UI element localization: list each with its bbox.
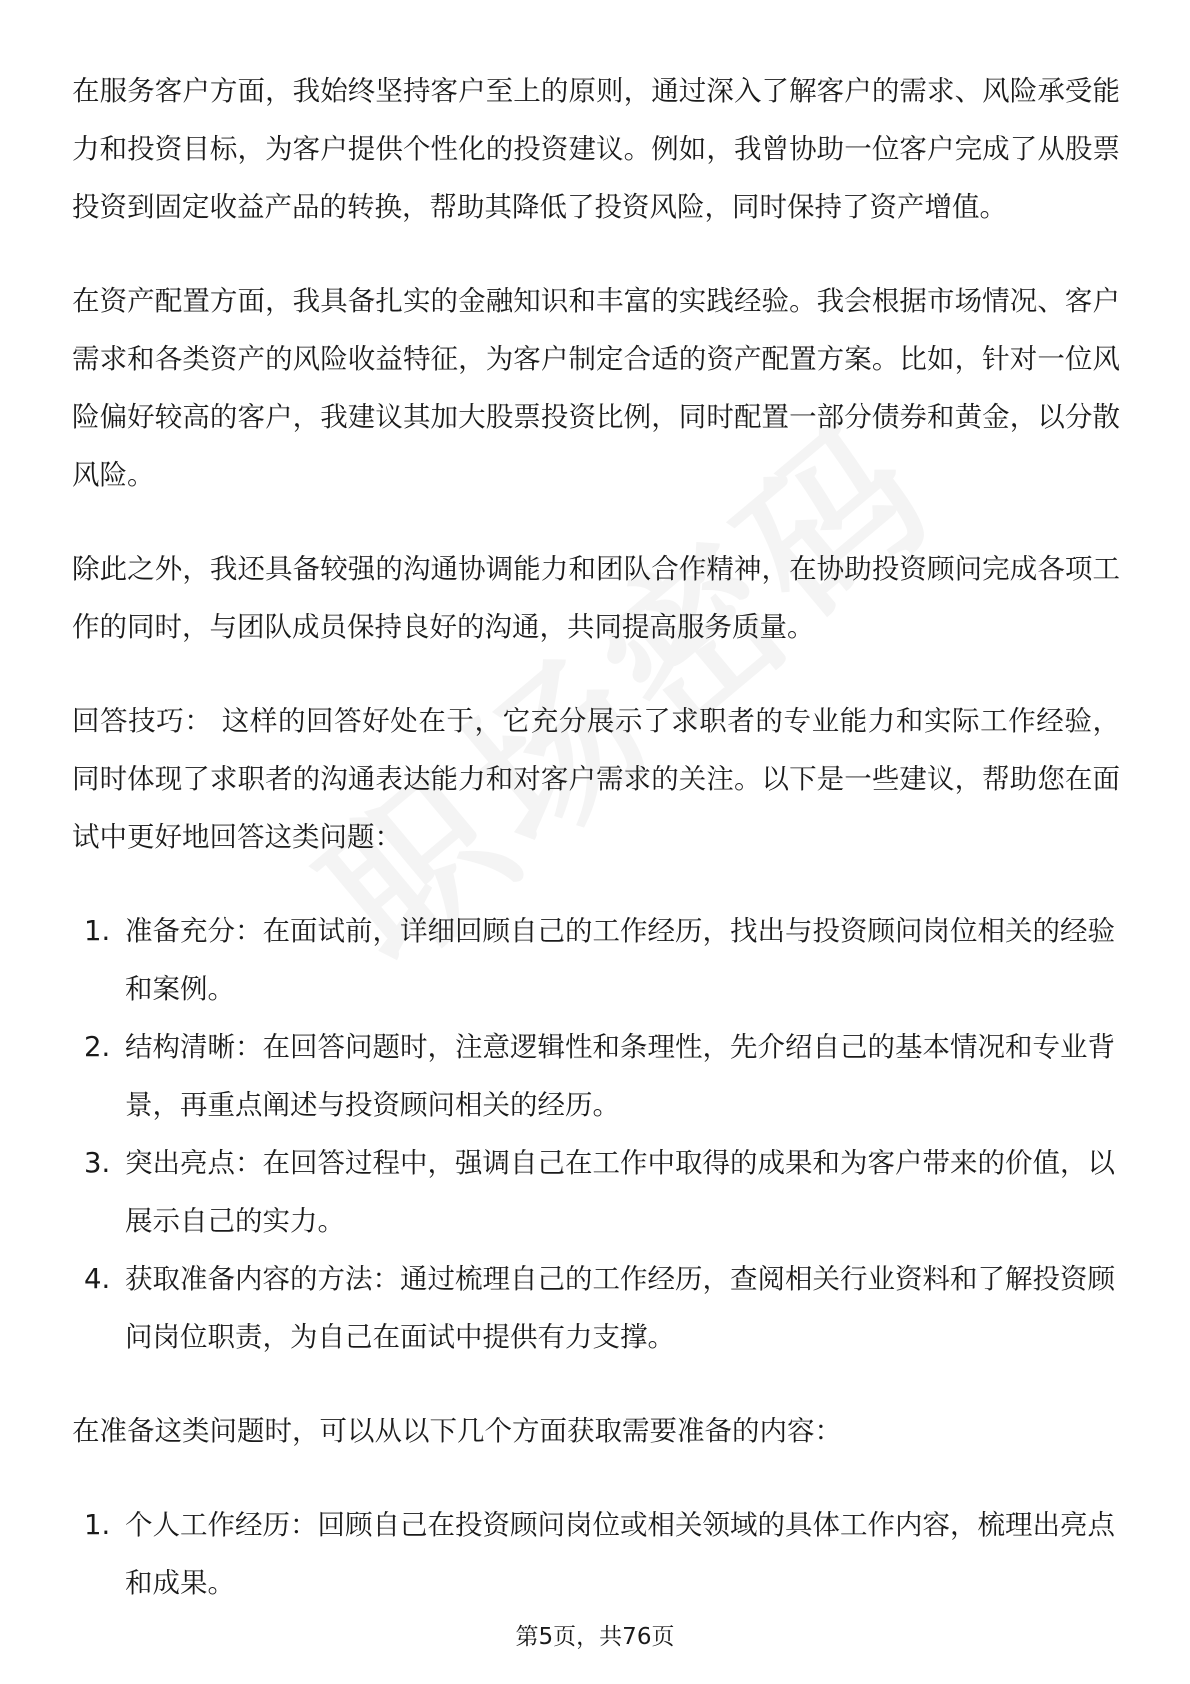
paragraph-client-service: 在服务客户方面，我始终坚持客户至上的原则，通过深入了解客户的需求、风险承受能力和投资目标，为客户提供个性化的投资建议。例如，我曾协助一位客户完成了从股票投资到固定收益产品的转换，帮助其降低了投资风险，同时保持了资产增值。 [72, 75, 1120, 223]
tips-list [72, 902, 1120, 1366]
paragraph-asset-allocation: 在资产配置方面，我具备扎实的金融知识和丰富的实践经验。我会根据市场情况、客户需求和各类资产的风险收益特征，为客户制定合适的资产配置方案。比如，针对一位风险偏好较高的客户，我建议其加大股票投资比例，同时配置一部分债券和黄金，以分散风险。 [72, 285, 1120, 491]
list-item [72, 1134, 1120, 1250]
list-item [72, 1018, 1120, 1134]
list-item-text: 结构清晰：在回答问题时，注意逻辑性和条理性，先介绍自己的基本情况和专业背景，再重点阐述与投资顾问相关的经历。 [125, 1031, 1115, 1121]
list-item-number: 2. [84, 1031, 111, 1063]
paragraph-communication: 除此之外，我还具备较强的沟通协调能力和团队合作精神，在协助投资顾问完成各项工作的同时，与团队成员保持良好的沟通，共同提高服务质量。 [72, 553, 1120, 643]
list-item-text: 个人工作经历：回顾自己在投资顾问岗位或相关领域的具体工作内容，梳理出亮点和成果。 [125, 1509, 1115, 1599]
list-item-number: 3. [84, 1147, 111, 1179]
list-item-text: 准备充分：在面试前，详细回顾自己的工作经历，找出与投资顾问岗位相关的经验和案例。 [125, 915, 1115, 1005]
document-body [72, 62, 1120, 1648]
paragraph-answer-tips: 回答技巧： 这样的回答好处在于，它充分展示了求职者的专业能力和实际工作经验，同时体现了求职者的沟通表达能力和对客户需求的关注。以下是一些建议，帮助您在面试中更好地回答这类问题： [72, 705, 1120, 853]
list-item [72, 1496, 1120, 1612]
list-item-text: 突出亮点：在回答过程中，强调自己在工作中取得的成果和为客户带来的价值，以展示自己的实力。 [125, 1147, 1115, 1237]
list-item-number: 1. [84, 1509, 111, 1541]
page-number: 第5页，共76页 [515, 1624, 675, 1650]
preparation-list [72, 1496, 1120, 1612]
paragraph-preparation-intro: 在准备这类问题时，可以从以下几个方面获取需要准备的内容： [72, 1415, 842, 1447]
list-item [72, 902, 1120, 1018]
list-item-number: 1. [84, 915, 111, 947]
list-item-number: 4. [84, 1263, 111, 1295]
list-item-text: 获取准备内容的方法：通过梳理自己的工作经历，查阅相关行业资料和了解投资顾问岗位职责，为自己在面试中提供有力支撑。 [125, 1263, 1115, 1353]
list-item [72, 1250, 1120, 1366]
